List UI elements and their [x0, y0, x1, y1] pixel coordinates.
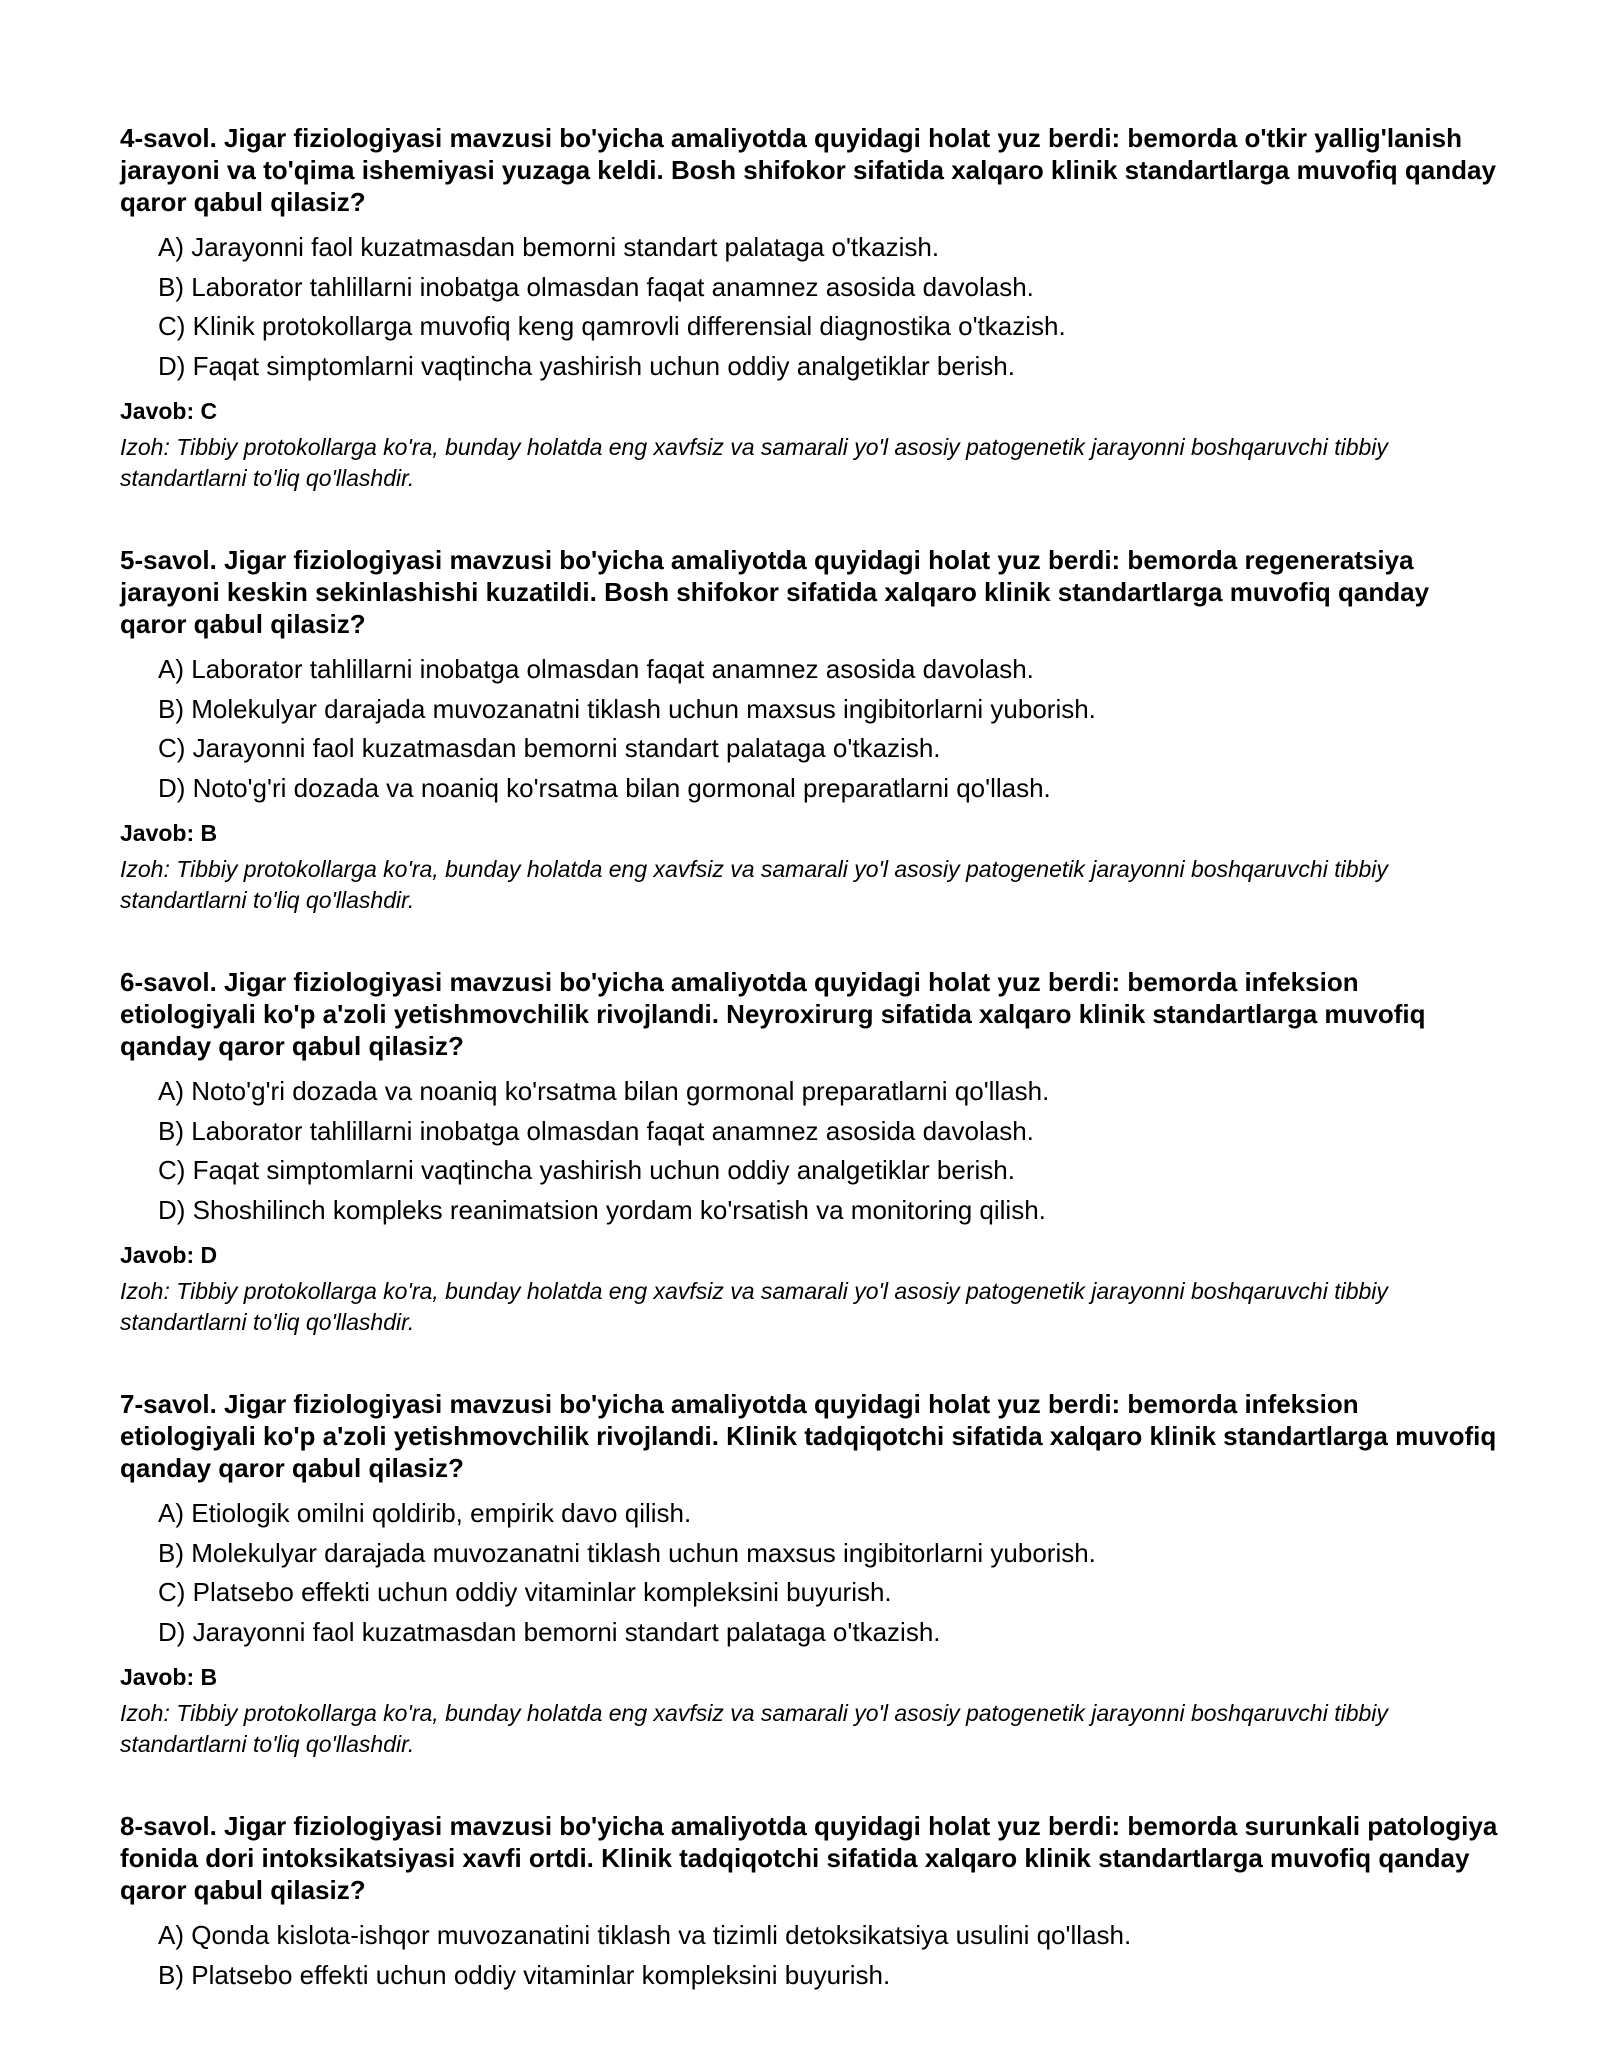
- option-list: [158, 1072, 1500, 1230]
- option-c: C) Platsebo effekti uchun oddiy vitaminlar kompleksini buyurish.: [158, 1577, 892, 1607]
- option-b: B) Laborator tahlillarni inobatga olmasdan faqat anamnez asosida davolash.: [158, 271, 1034, 302]
- explanation-note: Izoh: Tibbiy protokollarga ko'ra, bunday holatda eng xavfsiz va samarali yo'l asosiy patogenetik jarayonni boshqaruvchi tibbiy standartlarni to'liq qo'llashdir.: [120, 1278, 1388, 1335]
- option-list: [158, 650, 1500, 808]
- question-5: [120, 544, 1500, 916]
- question-title: 7-savol. Jigar fiziologiyasi mavzusi bo'yicha amaliyotda quyidagi holat yuz berdi: bemorda infeksion etiologiyali ko'p a'zoli yetishmovchilik rivojlandi. Klinik tadqiqotchi sifatida xalqaro klinik standartlarga muvofiq qanday qaror qabul qilasiz?: [120, 1389, 1497, 1483]
- question-title: 4-savol. Jigar fiziologiyasi mavzusi bo'yicha amaliyotda quyidagi holat yuz berdi: bemorda o'tkir yallig'lanish jarayoni va to'qima ishemiyasi yuzaga keldi. Bosh shifokor sifatida xalqaro klinik standartlarga muvofiq qanday qaror qabul qilasiz?: [120, 123, 1496, 217]
- option-b: B) Platsebo effekti uchun oddiy vitaminlar kompleksini buyurish.: [158, 1959, 891, 1990]
- answer: Javob: D: [120, 1242, 218, 1268]
- explanation-note: Izoh: Tibbiy protokollarga ko'ra, bunday holatda eng xavfsiz va samarali yo'l asosiy patogenetik jarayonni boshqaruvchi tibbiy standartlarni to'liq qo'llashdir.: [120, 434, 1388, 491]
- question-6: [120, 966, 1500, 1338]
- option-b: B) Laborator tahlillarni inobatga olmasdan faqat anamnez asosida davolash.: [158, 1115, 1034, 1146]
- option-c: C) Faqat simptomlarni vaqtincha yashirish uchun oddiy analgetiklar berish.: [158, 1155, 1015, 1185]
- question-title: 5-savol. Jigar fiziologiyasi mavzusi bo'yicha amaliyotda quyidagi holat yuz berdi: bemorda regeneratsiya jarayoni keskin sekinlashishi kuzatildi. Bosh shifokor sifatida xalqaro klinik standartlarga muvofiq qanday qaror qabul qilasiz?: [120, 545, 1430, 639]
- answer: Javob: C: [120, 398, 218, 424]
- option-b: B) Molekulyar darajada muvozanatni tiklash uchun maxsus ingibitorlarni yuborish.: [158, 1537, 1096, 1568]
- question-4: [120, 122, 1500, 494]
- option-c: C) Jarayonni faol kuzatmasdan bemorni standart palataga o'tkazish.: [158, 733, 941, 763]
- option-d: D) Shoshilinch kompleks reanimatsion yordam ko'rsatish va monitoring qilish.: [158, 1194, 1046, 1225]
- explanation-note: Izoh: Tibbiy protokollarga ko'ra, bunday holatda eng xavfsiz va samarali yo'l asosiy patogenetik jarayonni boshqaruvchi tibbiy standartlarni to'liq qo'llashdir.: [120, 1700, 1388, 1757]
- question-title: 6-savol. Jigar fiziologiyasi mavzusi bo'yicha amaliyotda quyidagi holat yuz berdi: bemorda infeksion etiologiyali ko'p a'zoli yetishmovchilik rivojlandi. Neyroxirurg sifatida xalqaro klinik standartlarga muvofiq qanday qaror qabul qilasiz?: [120, 967, 1426, 1061]
- option-d: D) Noto'g'ri dozada va noaniq ko'rsatma bilan gormonal preparatlarni qo'llash.: [158, 772, 1051, 803]
- option-a: A) Noto'g'ri dozada va noaniq ko'rsatma bilan gormonal preparatlarni qo'llash.: [158, 1076, 1050, 1106]
- question-title: 8-savol. Jigar fiziologiyasi mavzusi bo'yicha amaliyotda quyidagi holat yuz berdi: bemorda surunkali patologiya fonida dori intoksikatsiyasi xavfi ortdi. Klinik tadqiqotchi sifatida xalqaro klinik standartlarga muvofiq qanday qaror qabul qilasiz?: [120, 1811, 1498, 1905]
- option-a: A) Etiologik omilni qoldirib, empirik davo qilish.: [158, 1498, 692, 1528]
- option-d: D) Jarayonni faol kuzatmasdan bemorni standart palataga o'tkazish.: [158, 1616, 941, 1647]
- option-a: A) Laborator tahlillarni inobatga olmasdan faqat anamnez asosida davolash.: [158, 654, 1034, 684]
- option-a: A) Jarayonni faol kuzatmasdan bemorni standart palataga o'tkazish.: [158, 232, 940, 262]
- option-list: [158, 228, 1500, 386]
- question-8: [120, 1810, 1500, 1995]
- option-a: A) Qonda kislota-ishqor muvozanatini tiklash va tizimli detoksikatsiya usulini qo'llash.: [158, 1920, 1132, 1950]
- option-c: C) Klinik protokollarga muvofiq keng qamrovli differensial diagnostika o'tkazish.: [158, 311, 1066, 341]
- document-page: [120, 122, 1500, 2045]
- option-b: B) Molekulyar darajada muvozanatni tiklash uchun maxsus ingibitorlarni yuborish.: [158, 693, 1096, 724]
- answer: Javob: B: [120, 820, 218, 846]
- option-list: [158, 1494, 1500, 1652]
- option-d: D) Faqat simptomlarni vaqtincha yashirish uchun oddiy analgetiklar berish.: [158, 350, 1015, 381]
- question-7: [120, 1388, 1500, 1760]
- explanation-note: Izoh: Tibbiy protokollarga ko'ra, bunday holatda eng xavfsiz va samarali yo'l asosiy patogenetik jarayonni boshqaruvchi tibbiy standartlarni to'liq qo'llashdir.: [120, 856, 1388, 913]
- option-list: [158, 1916, 1500, 1995]
- answer: Javob: B: [120, 1664, 218, 1690]
